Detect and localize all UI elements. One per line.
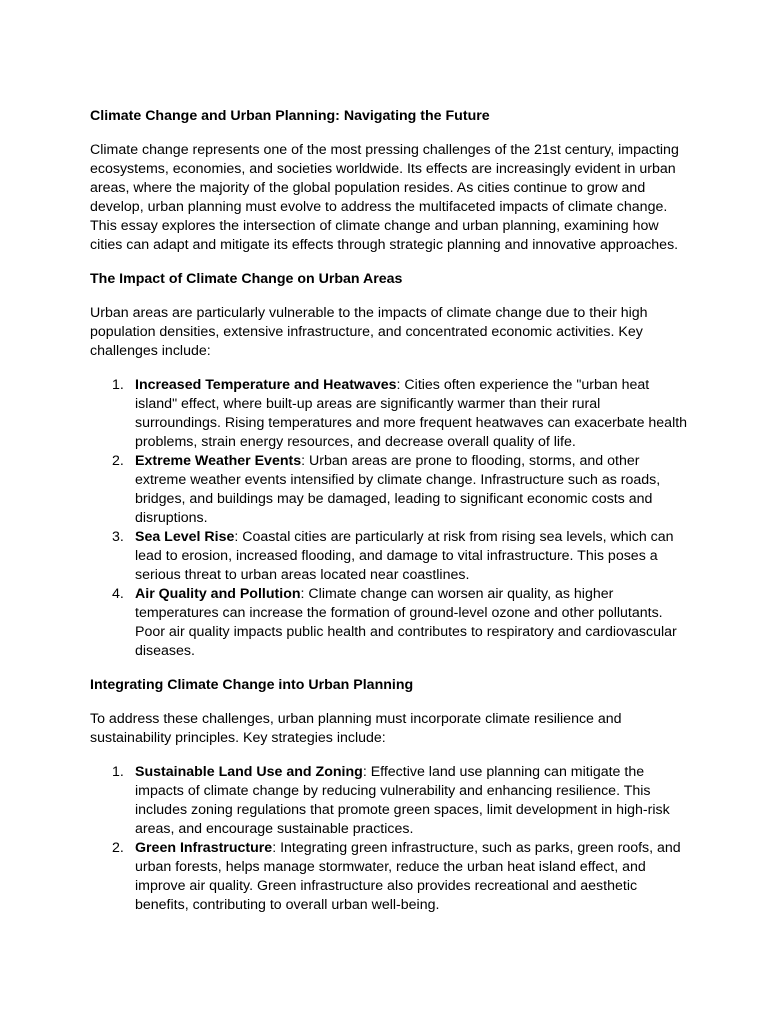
section-paragraph-integrating: To address these challenges, urban planning must incorporate climate resilience and sustainability principles. Key strategies include: — [90, 711, 622, 746]
list-item-text: : Effective land use planning can mitigate the impacts of climate change by reducing vulnerability and enhancing resilience. This includes zoning regulations that promote green spaces, limit development in high-risk areas, and encourage sustainable practices. — [135, 764, 670, 837]
list-item-text: : Integrating green infrastructure, such as parks, green roofs, and urban forests, helps manage stormwater, reduce the urban heat island effect, and improve air quality. Green infrastructure also provides recreational and aesthetic benefits, contributing to overall urban well-being. — [135, 840, 681, 913]
list-item — [90, 528, 690, 585]
list-number: 2. — [112, 453, 124, 469]
section-heading-impact: The Impact of Climate Change on Urban Areas — [90, 271, 403, 287]
list-item — [90, 452, 690, 528]
list-item-term: Extreme Weather Events — [135, 453, 302, 469]
list-item-term: Sea Level Rise — [135, 529, 235, 545]
list-item-term: Green Infrastructure — [135, 840, 273, 856]
list-number: 4. — [112, 586, 124, 602]
list-number: 1. — [112, 764, 124, 780]
intro-paragraph: Climate change represents one of the most pressing challenges of the 21st century, impacting ecosystems, economies, and societies worldwide. Its effects are increasingly evident in urban areas, where the majority of the global population resides. As cities continue to grow and develop, urban planning must evolve to address the multifaceted impacts of climate change. This essay explores the intersection of climate change and urban planning, examining how cities can adapt and mitigate its effects through strategic planning and innovative approaches. — [90, 142, 679, 253]
section-heading-integrating: Integrating Climate Change into Urban Planning — [90, 677, 414, 693]
document-title: Climate Change and Urban Planning: Navigating the Future — [90, 108, 490, 124]
list-item — [90, 376, 690, 452]
list-item-text: : Cities often experience the "urban heat island" effect, where built-up areas are significantly warmer than their rural surroundings. Rising temperatures and more frequent heatwaves can exacerbate health problems, strain energy resources, and decrease overall quality of life. — [135, 377, 688, 450]
strategies-list — [90, 763, 690, 915]
list-item — [90, 585, 690, 661]
list-item-text: : Climate change can worsen air quality, as higher temperatures can increase the formation of ground-level ozone and other pollutants. Poor air quality impacts public health and contributes to respiratory and cardiovascular diseases. — [135, 586, 677, 659]
list-number: 2. — [112, 840, 124, 856]
list-item-term: Air Quality and Pollution — [135, 586, 301, 602]
document-page — [90, 107, 690, 915]
list-item-text: : Urban areas are prone to flooding, storms, and other extreme weather events intensified by climate change. Infrastructure such as roads, bridges, and buildings may be damaged, leading to significant economic costs and disruptions. — [135, 453, 661, 526]
challenges-list — [90, 376, 690, 661]
list-item-term: Sustainable Land Use and Zoning — [135, 764, 363, 780]
list-item — [90, 839, 690, 915]
section-paragraph-impact: Urban areas are particularly vulnerable to the impacts of climate change due to their high population densities, extensive infrastructure, and concentrated economic activities. Key challenges include: — [90, 305, 648, 359]
list-item — [90, 763, 690, 839]
list-item-term: Increased Temperature and Heatwaves — [135, 377, 397, 393]
list-item-text: : Coastal cities are particularly at risk from rising sea levels, which can lead to erosion, increased flooding, and damage to vital infrastructure. This poses a serious threat to urban areas located near coastlines. — [135, 529, 674, 583]
list-number: 1. — [112, 377, 124, 393]
list-number: 3. — [112, 529, 124, 545]
